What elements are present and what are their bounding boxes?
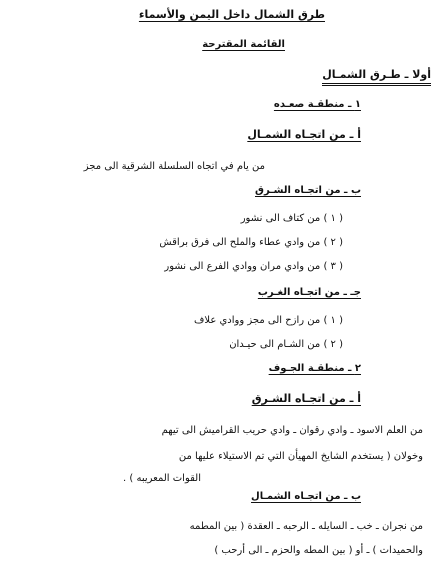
list-item: ( ٣ ) من وادي مران ووادي الفرع الى نشور (164, 261, 343, 272)
paragraph-line: وخولان ( يستخدم الشايخ المهيأن التي تم الاستيلاء عليها من (178, 451, 423, 462)
paragraph-line: من العلم الاسود ـ وادي رقوان ـ وادي حريب القراميش الى تيهم (161, 425, 423, 436)
direction-north-text: من يام في اتجاه السلسلة الشرقية الى مجز (83, 161, 265, 172)
document-subtitle: القائمة المقترحة (202, 39, 285, 50)
direction-heading-north-2: ب ـ من اتجـاه الشمـال (251, 491, 361, 502)
document-title: طرق الشمال داخل اليمن والأسماء (138, 8, 325, 21)
section-heading-1: أولا ـ طـرق الشمـال (322, 68, 431, 86)
direction-heading-east: ب ـ من اتجـاه الشـرق (255, 185, 361, 196)
region-heading-jawf: ٢ ـ منطقـة الجـوف (268, 363, 361, 374)
list-item: ( ٢ ) من وادي عطاء والملح الى فرق براقش (159, 237, 343, 248)
paragraph-line: من نجران ـ خب ـ السايله ـ الرحبه ـ العقدة ( بين المطمه (189, 521, 423, 532)
direction-heading-east-2: أ ـ من اتجـاه الشـرق (251, 392, 361, 405)
region-heading-saada: ١ ـ منطقـة صعـده (273, 99, 361, 110)
paragraph-line: القوات المعريبه ) . (123, 473, 201, 484)
paragraph-line: والحميدات ) ـ أو ( بين المطه والحزم ـ الى أرحب ) (214, 545, 423, 556)
direction-heading-north: أ ـ من اتجـاه الشمـال (247, 128, 361, 141)
list-item: ( ١ ) من كتاف الى نشور (240, 213, 343, 224)
list-item: ( ١ ) من رازح الى مجز ووادي علاف (194, 315, 343, 326)
direction-heading-west: جـ ـ من اتجـاه الغـرب (257, 287, 361, 298)
list-item: ( ٢ ) من الشـام الى حيـدان (229, 339, 343, 350)
